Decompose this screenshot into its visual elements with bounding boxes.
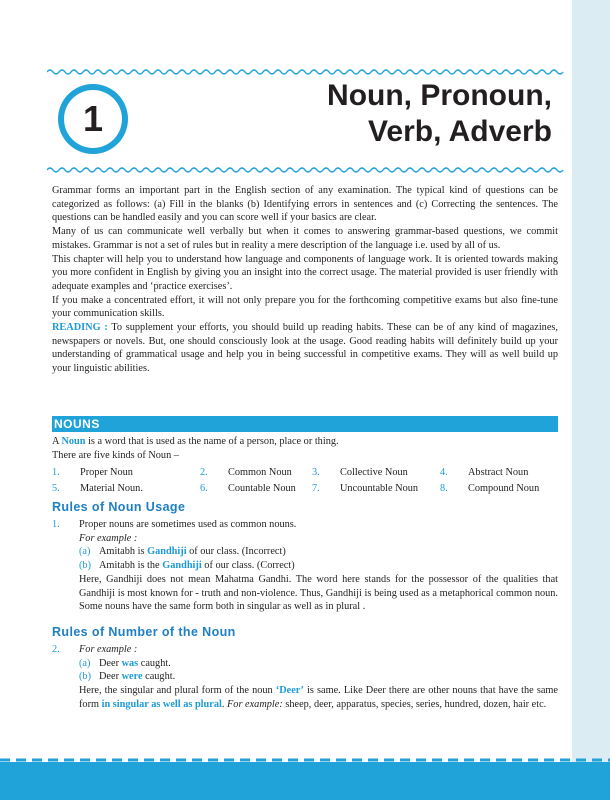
noun-def-post: is a word that is used as the name of a person, place or thing. [85, 436, 339, 447]
reading-label: READING : [52, 322, 108, 334]
for-example-label: For example : [79, 644, 138, 655]
noun-def-pre: A [52, 436, 62, 447]
example-term: were [121, 671, 143, 683]
noun-term: Noun [61, 436, 86, 447]
example-term: was [121, 657, 139, 669]
list-item-label: Uncountable Noun [340, 483, 419, 494]
list-item-number: 4. [440, 467, 448, 478]
list-item-number: 8. [440, 483, 448, 494]
intro-paragraph: This chapter will help you to understand how language and components of language work. It is oriented towards making you more confident in English by giving you an insight into the correct usage. The material provided is user friendly with adequate examples and ‘practice exercises’. [52, 253, 558, 292]
list-item-label: Material Noun. [80, 483, 143, 494]
chapter-number-badge [58, 84, 128, 154]
nouns-heading: NOUNS [52, 416, 558, 432]
list-item-label: Compound Noun [468, 483, 540, 494]
example-label: (b) [79, 560, 92, 572]
explanation-for-example: For example: [227, 698, 283, 710]
reading-text: To supplement your efforts, you should build up reading habits. These can be of any kind of magazines, newspapers or novels. But, one should consciously look at the usage. Good reading habits will definitely build up your understanding of grammatical usage and help you in being successful in competitive exams. They will as well build up your linguistic abilities. [52, 322, 558, 375]
list-item-label: Abstract Noun [468, 467, 529, 478]
reading-paragraph [52, 321, 558, 376]
example-b [79, 559, 558, 573]
chapter-title-line2: Verb, Adverb [368, 115, 552, 148]
rules-number-heading: Rules of Number of the Noun [52, 625, 236, 639]
rule-number: 1. [52, 519, 60, 530]
explanation-dot: . [221, 698, 228, 710]
example-a [79, 545, 558, 559]
chapter-title-line1: Noun, Pronoun, [327, 79, 552, 112]
rule-explanation: Here, Gandhiji does not mean Mahatma Gandhi. The word here stands for the possessor of the qualities that Gandhiji is most known for - truth and non-violence. Thus, Gandhiji is being used as a metaphorical common noun. Some nouns have the same form both in singular as well as in plural . [79, 573, 558, 613]
example-b [79, 670, 558, 684]
for-example-label: For example : [79, 532, 138, 544]
example-text-post: caught. [138, 657, 171, 669]
kinds-intro: There are five kinds of Noun – [52, 449, 179, 461]
example-text-post: of our class. (Incorrect) [186, 546, 286, 558]
example-label: (a) [79, 657, 91, 669]
explanation-post: sheep, deer, apparatus, species, series, hundred, dozen, hair etc. [282, 698, 547, 710]
intro-paragraph: Many of us can communicate well verbally but when it comes to answering grammar-based questions, we commit mistakes. Grammar is not a set of rules but in reality a mere description of the language i.e. used by all of us. [52, 226, 558, 251]
bottom-wave-divider [47, 166, 565, 174]
example-label: (a) [79, 546, 91, 558]
example-a [79, 657, 558, 671]
example-text-pre: Deer [99, 657, 122, 669]
list-item-number: 7. [312, 483, 320, 494]
example-text-pre: Amitabh is [99, 546, 148, 558]
example-text-post: caught. [142, 671, 176, 683]
intro-paragraph: If you make a concentrated effort, it will not only prepare you for the forthcoming competitive exams but also fine-tune your communication skills. [52, 294, 558, 320]
list-item-label: Proper Noun [80, 467, 133, 478]
rule-number: 2. [52, 644, 60, 655]
list-item-number: 6. [200, 483, 208, 494]
example-term: Gandhiji [147, 546, 187, 558]
list-item-label: Collective Noun [340, 467, 408, 478]
rule-statement: Proper nouns are sometimes used as common nouns. [79, 519, 297, 530]
example-text-pre: Deer [99, 671, 122, 683]
chapter-number: 1 [64, 90, 122, 148]
rules-usage-heading: Rules of Noun Usage [52, 500, 186, 514]
rule-usage-block [52, 518, 558, 614]
list-item-number: 2. [200, 467, 208, 478]
example-label: (b) [79, 671, 92, 683]
rule-number-block [52, 643, 558, 712]
noun-definition-block [52, 435, 558, 462]
side-strip [572, 0, 610, 800]
top-wave-divider [47, 68, 565, 76]
rule-explanation [79, 684, 558, 711]
list-item-label: Countable Noun [228, 483, 296, 494]
bottom-band [0, 762, 610, 800]
list-item-label: Common Noun [228, 467, 292, 478]
explanation-term: ‘Deer’ [275, 685, 304, 697]
chapter-title [327, 78, 552, 150]
example-term: Gandhiji [162, 560, 202, 572]
list-item-number: 1. [52, 467, 60, 478]
explanation-mid: is same. Like Deer there are other nouns that have the same form [79, 685, 558, 710]
noun-definition [52, 435, 558, 449]
explanation-term: in singular as well as plural [101, 698, 222, 710]
intro-paragraph: Grammar forms an important part in the English section of any examination. The typical kind of questions can be categorized as follows: (a) Fill in the blanks (b) Identifying errors in sentences and (c) Correcting the sentences. The questions can be handled easily and you can score well if your basics are clear. [52, 185, 558, 224]
example-text-pre: Amitabh is the [99, 560, 163, 572]
intro-section [52, 184, 558, 376]
list-item-number: 5. [52, 483, 60, 494]
list-item-number: 3. [312, 467, 320, 478]
example-text-post: of our class. (Correct) [201, 560, 295, 572]
explanation-pre: Here, the singular and plural form of the noun [79, 685, 276, 697]
